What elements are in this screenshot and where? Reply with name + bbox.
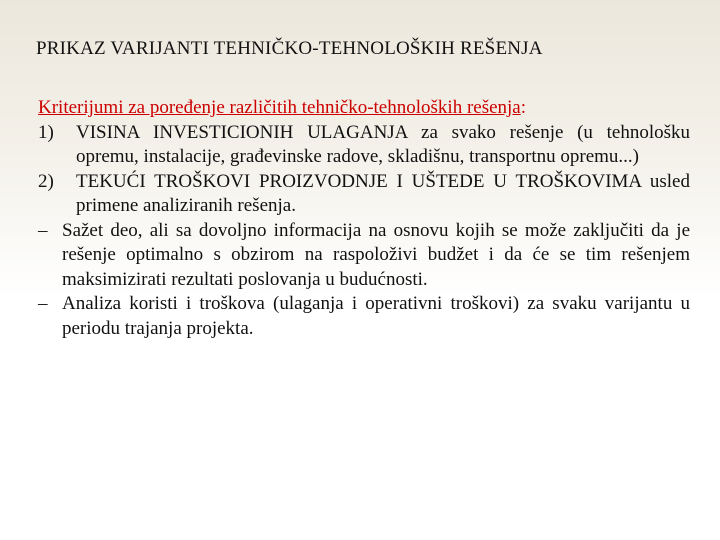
criteria-heading-colon: : — [520, 97, 527, 118]
slide-title: PRIKAZ VARIJANTI TEHNIČKO-TEHNOLOŠKIH REŠENJA — [36, 38, 543, 59]
dashed-item-summary — [38, 219, 690, 293]
numbered-item-text: VISINA INVESTICIONIH ULAGANJA za svako rešenje (u tehnološku opremu, instalacije, građevinske radove, skladišnu, transportnu opremu...) — [76, 121, 690, 167]
slide-body — [38, 96, 690, 341]
dashed-item-text: Sažet deo, ali sa dovoljno informacija na osnovu kojih se može zaključiti da je rešenje optimalno s obzirom na raspoloživi budžet i da će se tim rešenjem maksimizirati rezultati poslovanja u budućnosti. — [62, 219, 690, 290]
dashed-item-cost-benefit — [38, 292, 690, 341]
numbered-item-investment — [38, 121, 690, 170]
dash-marker: – — [38, 219, 48, 241]
numbered-item-text: TEKUĆI TROŠKOVI PROIZVODNJE I UŠTEDE U TROŠKOVIMA usled primene analiziranih rešenja. — [76, 170, 690, 216]
numbered-item-operating-costs — [38, 170, 690, 219]
numbered-marker: 1) — [38, 121, 54, 143]
dash-marker: – — [38, 293, 48, 314]
numbered-marker: 2) — [38, 170, 54, 192]
criteria-heading: Kriterijumi za poređenje različitih tehničko-tehnoloških rešenja — [38, 97, 521, 118]
criteria-heading-line — [38, 96, 690, 121]
dashed-item-text: Analiza koristi i troškova (ulaganja i operativni troškovi) za svaku varijantu u periodu trajanja projekta. — [62, 293, 690, 339]
